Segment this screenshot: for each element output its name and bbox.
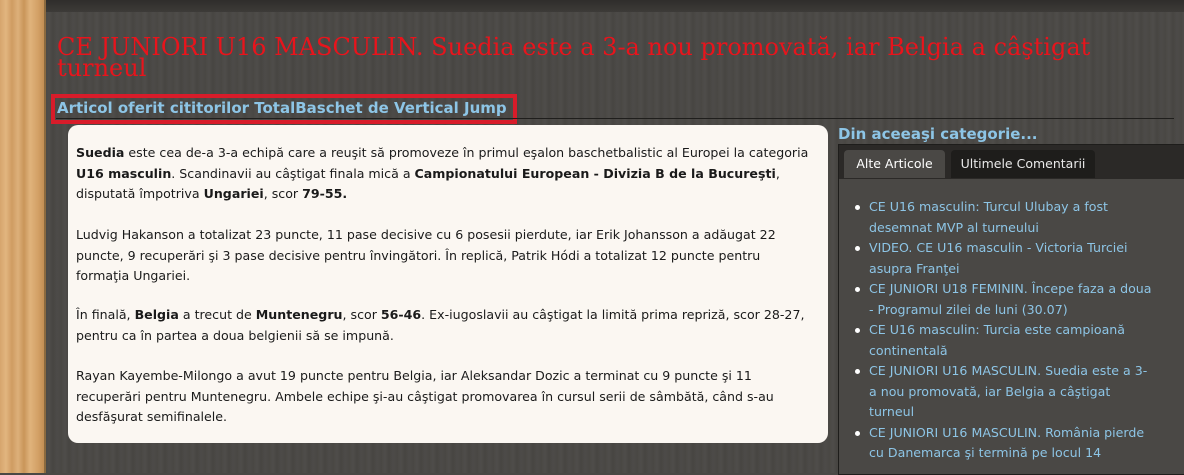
main-content — [46, 0, 1184, 473]
bold-text: Belgia — [134, 307, 179, 322]
tab-ultimele-comentarii[interactable]: Ultimele Comentarii — [951, 150, 1095, 178]
sidebar-title: Din aceeaşi categorie... — [838, 125, 1038, 143]
text-run: . Ex-iugoslavii au câştigat la limită prima repriză, scor 28-27, pentru ca în partea a doua belgienii să se impună. — [76, 307, 805, 343]
divider — [56, 118, 1174, 119]
sidebar-tabs-panel — [838, 144, 1184, 475]
list-item[interactable]: CE U16 masculin: Turcia este campioană continentală — [853, 320, 1153, 361]
bold-text: U16 masculin — [76, 165, 172, 181]
list-item[interactable]: CE JUNIORI U16 MASCULIN. Suedia este a 3-a nou promovată, iar Belgia a câştigat turneul — [853, 361, 1153, 423]
top-bar — [46, 0, 1184, 12]
list-item[interactable]: VIDEO. CE U16 masculin - Victoria Turciei asupra Franţei — [853, 238, 1153, 279]
bold-text: 56-46 — [380, 307, 422, 322]
bold-text: Muntenegru — [255, 307, 343, 322]
text-run: este cea de-a 3-a echipă care a reuşit să promoveze în primul eşalon baschetbalistic al Europei la categoria — [124, 145, 809, 160]
wood-side-panel — [0, 0, 46, 473]
text-run: , scor — [342, 307, 381, 322]
tab-alte-articole[interactable]: Alte Articole — [844, 150, 945, 178]
list-item[interactable]: CE U16 masculin: Turcul Ulubay a fost desemnat MVP al turneului — [853, 197, 1153, 238]
article-headline: CE JUNIORI U16 MASCULIN. Suedia este a 3-a nou promovată, iar Belgia a câştigat turneul — [57, 33, 1091, 82]
bold-text: 79-55. — [302, 186, 348, 201]
article-paragraph-4: Rayan Kayembe-Milongo a avut 19 puncte pentru Belgia, iar Aleksandar Dozic a terminat cu 9 puncte şi 11 recuperări pentru Muntenegru. Ambele echipe şi-au câştigat promovarea în cursul serii de sâmbătă, când s-au desfăşurat semifinalele. — [76, 368, 774, 424]
article-paragraph-3 — [76, 305, 812, 346]
sidebar-article-list — [839, 179, 1184, 474]
article-body — [68, 125, 828, 443]
text-run: , scor — [263, 186, 303, 201]
article-paragraph-2: Ludvig Hakanson a totalizat 23 puncte, 11 pase decisive cu 6 posesii pierdute, iar Erik Johansson a adăugat 22 puncte, 9 recuperări şi 3 pase decisive pentru învingători. În replică, Patrik Hódi a totalizat 12 puncte pentru formaţia Ungariei. — [76, 227, 776, 283]
list-item[interactable]: CE JUNIORI U18 FEMININ. Începe faza a doua - Programul zilei de luni (30.07) — [853, 279, 1153, 320]
text-run: a trecut de — [178, 307, 256, 322]
bold-text: Campionatului European - Divizia B de la Bucureşti — [414, 165, 776, 181]
list-item[interactable]: CE JUNIORI U16 MASCULIN. România pierde cu Danemarca şi termină pe locul 14 — [853, 423, 1153, 464]
bold-text: Suedia — [76, 145, 125, 160]
bold-text: Ungariei — [203, 186, 264, 201]
text-run: , disputată împotriva — [76, 165, 780, 201]
text-run: În finală, — [76, 307, 135, 322]
article-subtitle[interactable]: Articol oferit cititorilor TotalBaschet de Vertical Jump — [57, 99, 507, 117]
text-run: . Scandinavii au câştigat finala mică a — [171, 165, 415, 181]
article-paragraph-1 — [76, 143, 812, 205]
